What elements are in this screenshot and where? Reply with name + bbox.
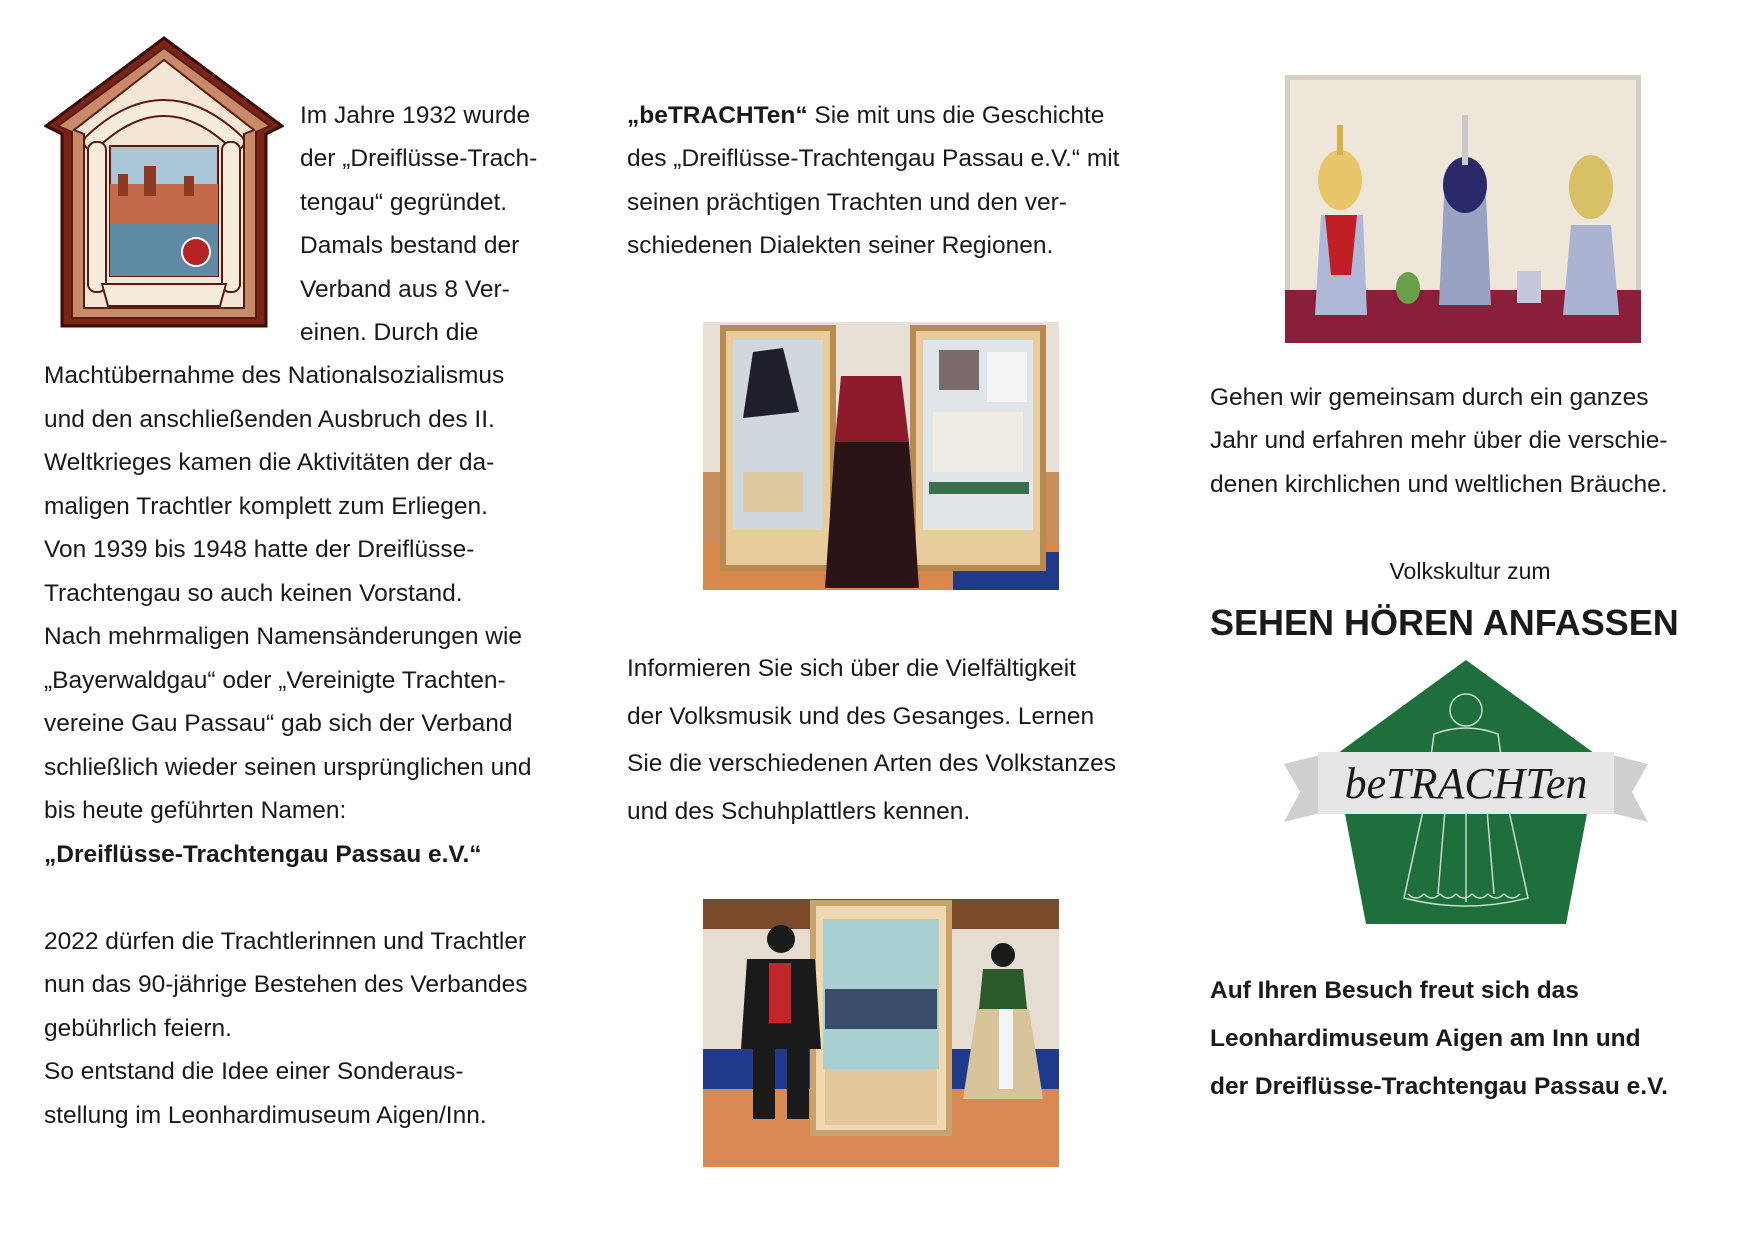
intro-line: schiedenen Dialekten seiner Regionen.: [627, 232, 1054, 259]
year-line: Gehen wir gemeinsam durch ein ganzes: [1210, 384, 1649, 411]
col1-line: einen. Durch die: [300, 319, 479, 346]
col1-line: So entstand die Idee einer Sonderaus-: [44, 1058, 464, 1085]
info-line: der Volksmusik und des Gesanges. Lernen: [627, 703, 1095, 730]
col1-line: vereine Gau Passau“ gab sich der Verband: [44, 710, 513, 737]
intro-first-line: [627, 101, 1104, 131]
easter-display-photo: [1285, 75, 1641, 343]
betrachten-word: „beTRACHTen“: [627, 102, 808, 129]
col1-line: „Bayerwaldgau“ oder „Vereinigte Trachten-: [44, 667, 506, 694]
col1-line: Von 1939 bis 1948 hatte der Dreiflüsse-: [44, 536, 475, 563]
info-line: und des Schuhplattlers kennen.: [627, 798, 971, 825]
exhibition-cabinet-photo: [703, 322, 1059, 590]
closing-line: der Dreiflüsse-Trachtengau Passau e.V.: [1210, 1073, 1668, 1100]
col1-line: tengau“ gegründet.: [300, 189, 508, 216]
intro-line: des „Dreiflüsse-Trachtengau Passau e.V.“ mit: [627, 145, 1120, 172]
col1-line: Im Jahre 1932 wurde: [300, 102, 531, 129]
col1-line: Nach mehrmaligen Namensänderungen wie: [44, 623, 523, 650]
col1-line: bis heute geführten Namen:: [44, 797, 347, 824]
col1-line: Machtübernahme des Nationalsozialismus: [44, 362, 505, 389]
col1-line: maligen Trachtler komplett zum Erliegen.: [44, 493, 488, 520]
year-line: denen kirchlichen und weltlichen Bräuche.: [1210, 471, 1668, 498]
col1-line: nun das 90-jährige Bestehen des Verbandes: [44, 971, 528, 998]
volkskultur-subtitle: Volkskultur zum: [1389, 558, 1551, 584]
intro-line: seinen prächtigen Trachten und den ver-: [627, 189, 1067, 216]
betrachten-logo: [1278, 658, 1654, 926]
year-line: Jahr und erfahren mehr über die verschie-: [1210, 427, 1668, 454]
info-line: Sie die verschiedenen Arten des Volkstanzes: [627, 750, 1116, 777]
col1-line: der „Dreiflüsse-Trach-: [300, 145, 538, 172]
col1-line: Trachtengau so auch keinen Vorstand.: [44, 580, 463, 607]
col1-line: und den anschließenden Ausbruch des II.: [44, 406, 495, 433]
col1-line: 2022 dürfen die Trachtlerinnen und Trachtler: [44, 928, 527, 955]
closing-line: Auf Ihren Besuch freut sich das: [1210, 977, 1579, 1004]
association-name: „Dreiflüsse-Trachtengau Passau e.V.“: [44, 841, 482, 868]
gau-crest-logo: [44, 34, 284, 334]
info-line: Informieren Sie sich über die Vielfältigkeit: [627, 655, 1076, 682]
intro-rest: Sie mit uns die Geschichte: [807, 102, 1105, 129]
sehen-hoeren-anfassen-headline: SEHEN HÖREN ANFASSEN: [1210, 602, 1679, 643]
col1-line: Verband aus 8 Ver-: [300, 276, 510, 303]
col1-line: gebührlich feiern.: [44, 1015, 232, 1042]
betrachten-logo-text: beTRACHTen: [1344, 759, 1588, 808]
costume-display-photo: [703, 899, 1059, 1167]
closing-line: Leonhardimuseum Aigen am Inn und: [1210, 1025, 1641, 1052]
col1-line: Weltkrieges kamen die Aktivitäten der da-: [44, 449, 495, 476]
col1-line: schließlich wieder seinen ursprünglichen und: [44, 754, 532, 781]
col1-line: Damals bestand der: [300, 232, 520, 259]
col1-line: stellung im Leonhardimuseum Aigen/Inn.: [44, 1102, 487, 1129]
